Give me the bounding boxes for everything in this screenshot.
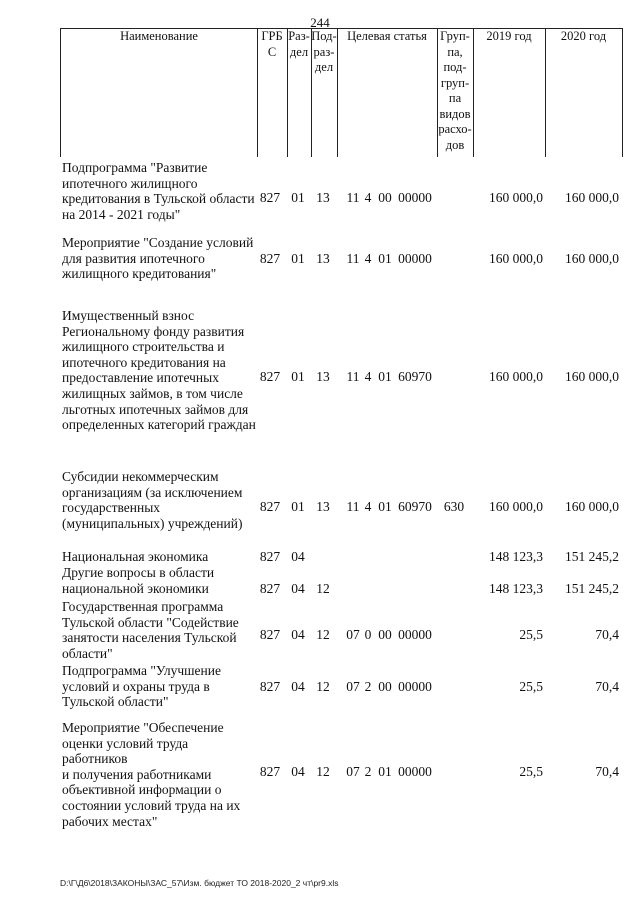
row-name (62, 549, 256, 565)
grbs: 827 (259, 250, 281, 266)
article-event: 01 (378, 763, 392, 779)
article-direction: 00000 (398, 763, 432, 779)
grbs: 827 (259, 368, 281, 384)
podrazdel: 13 (316, 368, 330, 384)
article-direction: 00000 (398, 189, 432, 205)
article-direction: 00000 (398, 250, 432, 266)
article-direction: 60970 (398, 368, 432, 384)
row-name-line: объективной информации о (62, 782, 222, 798)
article-event: 00 (378, 678, 392, 694)
article-event: 01 (378, 368, 392, 384)
article-direction: 60970 (398, 498, 432, 514)
amount-2019: 25,5 (519, 627, 543, 643)
razdel: 04 (291, 580, 305, 596)
amount-2020: 160 000,0 (565, 250, 619, 266)
grbs: 827 (259, 763, 281, 779)
row-name-line: Тульской области" (62, 694, 169, 710)
razdel: 04 (291, 763, 305, 779)
row-name-line: жилищного строительства и (62, 339, 225, 355)
article-subprogram: 4 (364, 250, 372, 266)
amount-2020: 151 245,2 (565, 580, 619, 596)
row-name-line: Подпрограмма "Улучшение (62, 663, 221, 678)
row-name-line: состоянии условий труда на их (62, 797, 241, 813)
row-name-line: занятости населения Тульской (62, 630, 237, 646)
razdel: 04 (291, 678, 305, 694)
page-number: 244 (310, 15, 330, 30)
article-direction: 00000 (398, 678, 432, 694)
header-grbs: ГРБ С (257, 29, 288, 157)
podrazdel: 12 (316, 580, 330, 596)
grbs: 827 (259, 580, 281, 596)
article-event: 00 (378, 189, 392, 205)
expense-group: 630 (443, 498, 465, 514)
row-name (62, 469, 256, 531)
row-name-line: льготных ипотечных займов для (62, 401, 249, 417)
amount-2020: 151 245,2 (565, 549, 619, 564)
article-program: 07 (346, 678, 360, 694)
row-name-line: Подпрограмма "Развитие (62, 160, 208, 175)
row-name-line: организациям (за исключением (62, 484, 243, 500)
row-name-line: Другие вопросы в области (62, 565, 215, 580)
row-name-line: Мероприятие "Обеспечение (62, 720, 224, 735)
row-name-line: Государственная программа (62, 599, 224, 614)
row-name-line: Субсидии некоммерческим (62, 469, 219, 484)
article-event: 00 (378, 627, 392, 643)
row-name-line: Национальная экономика (62, 549, 209, 564)
row-name-line: Мероприятие "Создание условий (62, 235, 254, 250)
row-name-line: (муниципальных) учреждений) (62, 515, 243, 531)
article-subprogram: 2 (364, 678, 372, 694)
row-name-line: предоставление ипотечных (62, 370, 219, 386)
article-subprogram: 2 (364, 763, 372, 779)
amount-2019: 160 000,0 (489, 250, 543, 266)
podrazdel: 13 (316, 189, 330, 205)
header-article: Целевая статья (337, 29, 438, 157)
grbs: 827 (259, 627, 281, 643)
article-program: 11 (346, 189, 360, 205)
razdel: 01 (291, 189, 305, 205)
row-name-line: условий и охраны труда в (62, 678, 210, 694)
podrazdel: 12 (316, 678, 330, 694)
article-subprogram: 4 (364, 189, 372, 205)
row-name-line: Имущественный взнос (62, 308, 195, 323)
header-podrazdel: Под- раз- дел (311, 29, 338, 157)
article-subprogram: 4 (364, 368, 372, 384)
table-header (60, 28, 623, 157)
row-name-line: Тульской области "Содействие (62, 614, 239, 630)
article-program: 11 (346, 250, 360, 266)
article-program: 11 (346, 368, 360, 384)
row-name-line: области" (62, 645, 113, 661)
amount-2020: 160 000,0 (565, 189, 619, 205)
amount-2019: 160 000,0 (489, 189, 543, 205)
amount-2019: 160 000,0 (489, 498, 543, 514)
amount-2019: 148 123,3 (489, 549, 543, 564)
podrazdel: 12 (316, 763, 330, 779)
amount-2020: 70,4 (595, 627, 619, 643)
razdel: 01 (291, 368, 305, 384)
row-name-line: для развития ипотечного (62, 250, 205, 266)
row-name (62, 235, 256, 282)
row-name-line: оценки условий труда работников (62, 735, 189, 767)
amount-2020: 70,4 (595, 763, 619, 779)
row-name-line: рабочих местах" (62, 813, 158, 829)
row-name-line: государственных (62, 500, 161, 516)
amount-2020: 160 000,0 (565, 498, 619, 514)
row-name (62, 599, 256, 661)
row-name-line: определенных категорий граждан (62, 417, 256, 433)
row-name-line: кредитования в Тульской области (62, 191, 255, 207)
amount-2019: 25,5 (519, 678, 543, 694)
row-name (62, 160, 256, 222)
header-name: Наименование (61, 29, 258, 157)
header-2020: 2020 год (545, 29, 623, 157)
row-name-line: жилищных займов, в том числе (62, 385, 243, 401)
row-name-line: Региональному фонду развития (62, 323, 245, 339)
amount-2020: 160 000,0 (565, 368, 619, 384)
grbs: 827 (259, 498, 281, 514)
razdel: 04 (291, 627, 305, 643)
grbs: 827 (259, 549, 281, 564)
row-name (62, 308, 256, 433)
row-name (62, 663, 256, 710)
razdel: 01 (291, 498, 305, 514)
podrazdel: 13 (316, 250, 330, 266)
grbs: 827 (259, 678, 281, 694)
header-razdel: Раз- дел (287, 29, 312, 157)
amount-2019: 160 000,0 (489, 368, 543, 384)
amount-2019: 25,5 (519, 763, 543, 779)
podrazdel: 12 (316, 627, 330, 643)
article-program: 07 (346, 763, 360, 779)
header-2019: 2019 год (473, 29, 546, 157)
row-name (62, 565, 256, 596)
razdel: 01 (291, 250, 305, 266)
podrazdel: 13 (316, 498, 330, 514)
article-event: 01 (378, 498, 392, 514)
grbs: 827 (259, 189, 281, 205)
header-group: Груп- па, под- груп- па видов расхо- дов (437, 29, 474, 157)
article-subprogram: 0 (364, 627, 372, 643)
article-event: 01 (378, 250, 392, 266)
row-name-line: и получения работниками (62, 766, 212, 782)
row-name-line: жилищного кредитования" (62, 266, 217, 282)
article-direction: 00000 (398, 627, 432, 643)
file-path-footer: D:\Г\Д6\2018\ЗАКОНЫ\ЗАС_57\Изм. бюджет ТО 2018-2020_2 чт\pr9.xls (60, 878, 339, 888)
row-name (62, 720, 256, 829)
razdel: 04 (291, 549, 305, 564)
article-program: 11 (346, 498, 360, 514)
amount-2019: 148 123,3 (489, 580, 543, 596)
row-name-line: на 2014 - 2021 годы" (62, 206, 181, 222)
row-name-line: ипотечного жилищного (62, 175, 198, 191)
row-name-line: национальной экономики (62, 580, 209, 596)
article-program: 07 (346, 627, 360, 643)
article-subprogram: 4 (364, 498, 372, 514)
row-name-line: ипотечного кредитования на (62, 354, 226, 370)
amount-2020: 70,4 (595, 678, 619, 694)
